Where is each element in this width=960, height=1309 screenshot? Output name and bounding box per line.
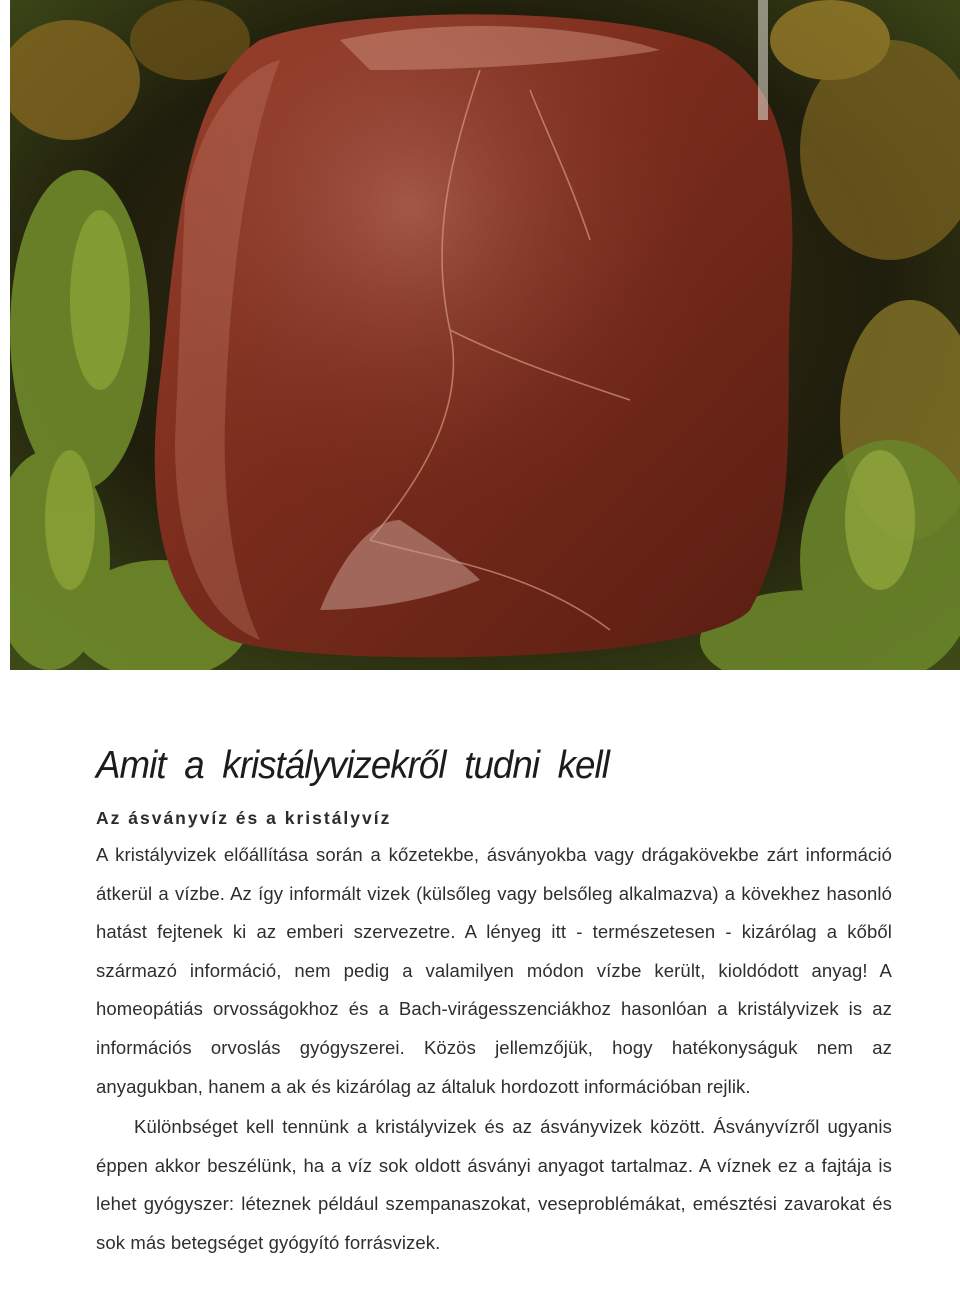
article xyxy=(96,738,892,1263)
crystal-photo xyxy=(10,0,960,670)
paragraph-1: A kristályvizek előállítása során a kőzetekbe, ásványokba vagy drágakövekbe zárt információ átkerül a vízbe. Az így informált vizek (külsőleg vagy belsőleg alkalmazva) a kövekhez hasonló hatást fejtenek ki az emberi szervezetre. A lényeg itt - természetesen - kizárólag a kőből származó információ, nem pedig a valamilyen módon vízbe került, kioldódott anyag! A homeopátiás orvosságokhoz és a Bach-virágesszenciákhoz hasonlóan a kristályvizek is az információs orvoslás gyógyszerei. Közös jellemzőjük, hogy hatékonyságuk nem az anyagukban, hanem a ak és kizárólag az általuk hordozott információban rejlik. xyxy=(96,844,892,1097)
section-subhead: Az ásványvíz és a kristályvíz xyxy=(96,808,392,828)
article-title: Amit a kristályvizekről tudni kell xyxy=(96,744,609,787)
paragraph-2: Különbséget kell tennünk a kristályvizek és az ásványvizek között. Ásványvízről ugyanis éppen akkor beszélünk, ha a víz sok oldott ásványi anyagot tartalmaz. A víznek ez a fajtája is lehet gyógyszer: léteznek például szempanaszokat, veseproblémákat, emésztési zavarokat és sok más betegséget gyógyító forrásvizek. xyxy=(96,1116,892,1253)
